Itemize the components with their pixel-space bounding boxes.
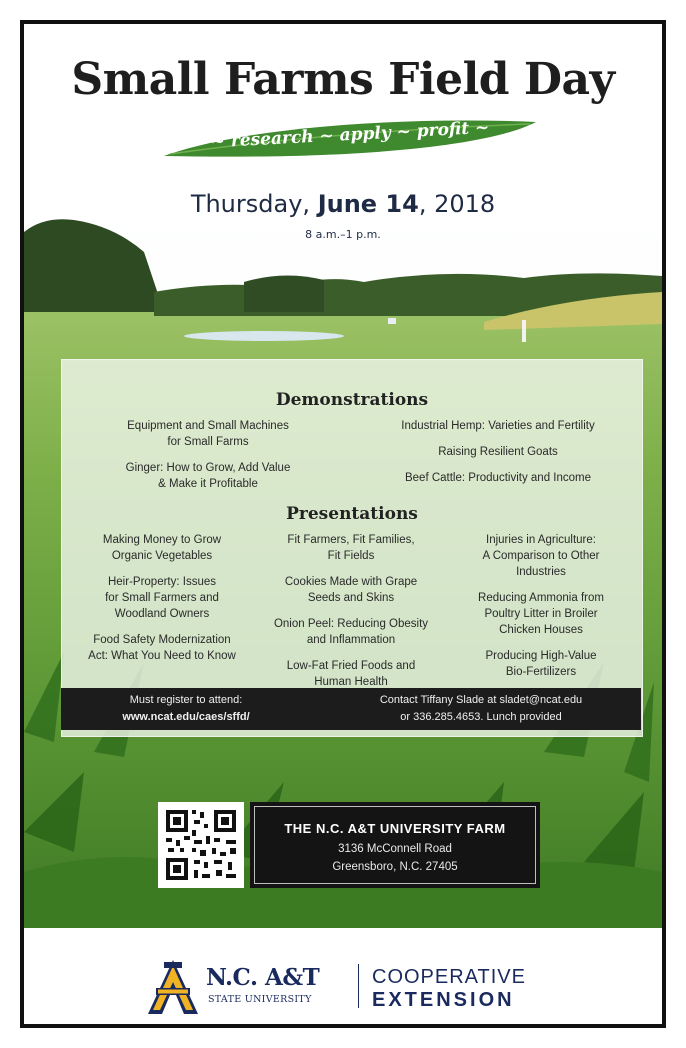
presentation-item: Fit Farmers, Fit Families, Fit Fields (287, 534, 415, 562)
presentation-item: Injuries in Agriculture: A Comparison to Other Industries (482, 534, 600, 578)
aggie-logo-icon (146, 958, 200, 1016)
presentation-item: Reducing Ammonia from Poultry Litter in Broiler Chicken Houses (478, 592, 604, 636)
cooperative-label: COOPERATIVE (372, 966, 526, 988)
footer (24, 928, 662, 1028)
presentations-heading: Presentations (286, 504, 418, 524)
farm-address-box (250, 802, 540, 888)
contact-info: Contact Tiffany Slade at sladet@ncat.edu or 336.285.4653. Lunch provided (379, 694, 583, 723)
event-time: 8 a.m.–1 p.m. (305, 228, 381, 241)
presentation-item: Making Money to Grow Organic Vegetables (102, 534, 222, 562)
demo-item: Equipment and Small Machines for Small Farms (127, 420, 289, 448)
extension-label: EXTENSION (372, 989, 515, 1011)
university-name: N.C. A&T (206, 964, 320, 991)
farm-name: THE N.C. A&T UNIVERSITY FARM (284, 821, 506, 836)
farm-address-frame (254, 806, 536, 884)
poster-title: Small Farms Field Day (71, 54, 615, 105)
demonstrations-heading: Demonstrations (275, 390, 429, 410)
presentation-item: Food Safety Modernization Act: What You Need to Know (88, 634, 236, 662)
farm-city: Greensboro, N.C. 27405 (332, 861, 458, 873)
registration-url-link[interactable]: www.ncat.edu/caes/sffd/ (122, 711, 250, 723)
demo-item: Raising Resilient Goats (438, 446, 558, 458)
demo-item: Industrial Hemp: Varieties and Fertility (401, 420, 595, 432)
footer-divider (358, 964, 359, 1008)
demo-item: Beef Cattle: Productivity and Income (404, 472, 591, 484)
registration-info: Must register to attend: www.ncat.edu/caes/sffd/ (122, 694, 250, 723)
qr-code[interactable] (158, 802, 244, 888)
program-panel (61, 359, 643, 737)
presentation-item: Heir-Property: Issues for Small Farmers and Woodland Owners (105, 576, 219, 620)
university-subtitle: STATE UNIVERSITY (208, 994, 312, 1005)
event-date: Thursday, June 14, 2018 (190, 190, 496, 218)
presentation-item: Low-Fat Fried Foods and Human Health (286, 660, 416, 688)
field-day-poster (20, 20, 666, 1028)
presentation-item: Cookies Made with Grape Seeds and Skins (284, 576, 418, 604)
farm-street: 3136 McConnell Road (338, 843, 452, 855)
registration-bar (61, 688, 641, 730)
demo-item: Ginger: How to Grow, Add Value & Make it Profitable (125, 462, 291, 490)
presentation-item: Producing High-Value Bio-Fertilizers (485, 650, 597, 678)
tagline: ~ research ~ apply ~ profit ~ (210, 117, 490, 153)
presentation-item: Onion Peel: Reducing Obesity and Inflammation (273, 618, 429, 646)
